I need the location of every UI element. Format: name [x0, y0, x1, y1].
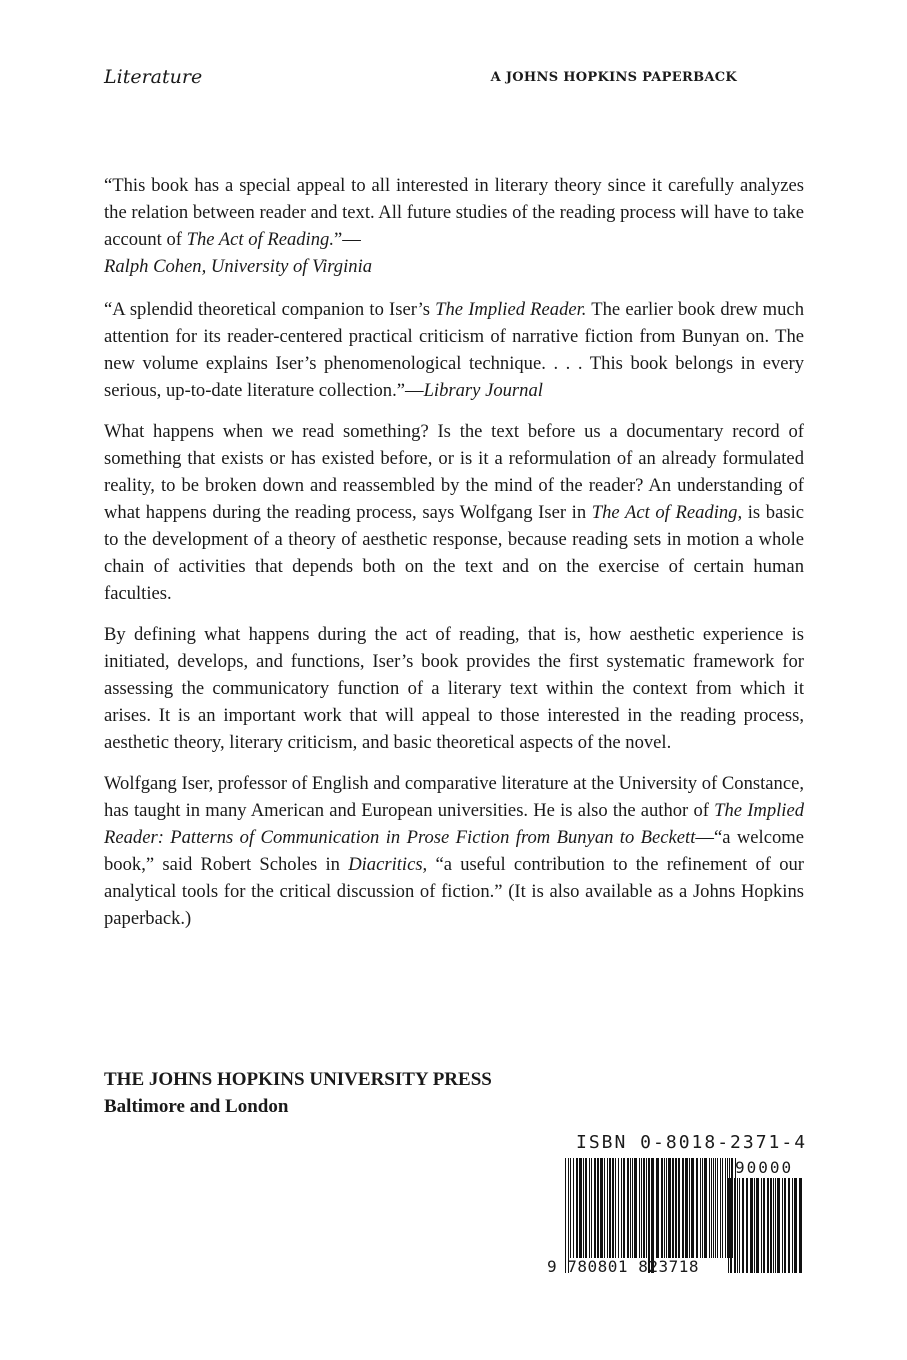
barcode-bar: [715, 1158, 716, 1258]
barcode-bar: [568, 1158, 569, 1273]
barcode-bar: [750, 1178, 753, 1273]
barcode-bar: [648, 1158, 650, 1273]
barcode-bar: [696, 1158, 698, 1258]
barcode-bar: [666, 1158, 667, 1258]
barcode-bar: [664, 1158, 665, 1258]
barcode-bar: [742, 1178, 744, 1273]
description-paragraph-2: By defining what happens during the act of reading, that is, how aesthetic experience is initiated, develops, and functions, Iser’s book provides the first systematic framework for assessing the communicatory function of a literary text within the context from which it arises. It is an important work that will appeal to those interested in the reading process, aesthetic theory, literary criticism, and basic theoretical aspects of the novel.: [104, 624, 804, 753]
barcode-bar: [646, 1158, 647, 1258]
barcode-bar: [720, 1158, 721, 1258]
barcode-bar: [651, 1158, 654, 1273]
barcode-bar: [770, 1178, 772, 1273]
barcode-bar: [668, 1158, 671, 1258]
barcode-bar: [656, 1158, 659, 1258]
addon-barcode-bars: [728, 1178, 804, 1273]
barcode-bar: [576, 1158, 578, 1258]
barcode-bar: [675, 1158, 677, 1258]
barcode-bar: [661, 1158, 663, 1258]
review-quote-2: “A splendid theoretical companion to Iser’s The Implied Reader. The earlier book drew much attention for its reader-centered practical criticism of narrative fiction from Bunyan on. The new volume explains Iser’s phenomenological technique. . . . This book belongs in every serious, up-to-date literature collection.”—Library Journal: [104, 299, 804, 401]
barcode-bar: [685, 1158, 688, 1258]
barcode-bar: [709, 1158, 710, 1258]
barcode-bar: [702, 1158, 703, 1258]
book-title: The Implied Reader: Patterns of Communication in Prose Fiction from Bunyan to Beckett: [104, 800, 804, 848]
barcode-bar: [565, 1158, 566, 1273]
barcode-bar: [604, 1158, 605, 1258]
publisher-name: THE JOHNS HOPKINS UNIVERSITY PRESS: [104, 1069, 492, 1090]
book-title: The Implied Reader.: [435, 299, 587, 320]
barcode-bar: [609, 1158, 611, 1258]
barcode-bar: [627, 1158, 629, 1258]
isbn-number: ISBN 0-8018-2371-4: [576, 1132, 808, 1153]
barcode-bar: [792, 1178, 793, 1273]
barcode-bar: [784, 1178, 786, 1273]
barcode-bar: [607, 1158, 608, 1258]
barcode-bar: [579, 1158, 582, 1258]
barcode-bar: [737, 1178, 738, 1273]
barcode-bar: [773, 1178, 774, 1273]
barcode-bar: [754, 1178, 755, 1273]
barcode-bar: [573, 1158, 574, 1258]
barcode-bar: [704, 1158, 707, 1258]
series-label: A JOHNS HOPKINS PAPERBACK: [490, 70, 737, 85]
barcode-bar: [746, 1178, 748, 1273]
barcode-bar: [689, 1158, 690, 1258]
barcode-bar: [591, 1158, 592, 1258]
journal-title: Diacritics,: [348, 854, 428, 875]
barcode-bar: [739, 1178, 740, 1273]
barcode-bar: [672, 1158, 674, 1258]
barcode-bar: [623, 1158, 625, 1258]
publisher-block: [104, 1066, 492, 1120]
barcode-bar: [767, 1178, 769, 1273]
book-title: The Act of Reading,: [591, 502, 743, 523]
barcode-bar: [570, 1158, 571, 1258]
ean-barcode-bars: [565, 1158, 737, 1273]
barcode-bar: [612, 1158, 614, 1258]
barcode-bar: [691, 1158, 694, 1258]
barcode-bar: [634, 1158, 637, 1258]
quote-attribution: Ralph Cohen, University of Virginia: [104, 256, 373, 277]
barcode-bar: [782, 1178, 783, 1273]
addon-digits: 90000: [735, 1158, 794, 1177]
barcode-bar: [730, 1178, 732, 1273]
barcode-bar: [632, 1158, 633, 1258]
barcode-bar: [643, 1158, 645, 1258]
category-label: Literature: [104, 66, 203, 88]
barcode-bar: [583, 1158, 584, 1258]
quote-attribution: Library Journal: [423, 380, 543, 401]
barcode-bar: [728, 1178, 729, 1273]
barcode-bar: [630, 1158, 631, 1258]
barcode-bar: [788, 1178, 790, 1273]
barcode-bar: [713, 1158, 714, 1258]
barcode-bar: [775, 1178, 776, 1273]
description-paragraph-1: What happens when we read something? Is the text before us a documentary record of something that exists or has existed before, or is it a reformulation of an already formulated reality, to be broken down and reassembled by the mind of the reader? An understanding of what happens during the reading process, says Wolfgang Iser in The Act of Reading, is basic to the development of a theory of aesthetic response, because reading sets in motion a whole chain of activities that depends both on the text and on the exercise of certain human faculties.: [104, 421, 804, 604]
publisher-location: Baltimore and London: [104, 1096, 289, 1117]
barcode-bar: [618, 1158, 619, 1258]
barcode-bar: [722, 1158, 723, 1258]
barcode-bar: [717, 1158, 718, 1258]
barcode: [545, 1158, 810, 1293]
barcode-bar: [763, 1178, 765, 1273]
barcode-bar: [589, 1158, 590, 1258]
barcode-bar: [734, 1178, 735, 1273]
barcode-bar: [725, 1158, 726, 1258]
barcode-bar: [711, 1158, 712, 1258]
barcode-bar: [682, 1158, 684, 1258]
barcode-bar: [621, 1158, 622, 1258]
blurb-text: [104, 172, 804, 946]
barcode-bar: [585, 1158, 587, 1258]
barcode-bar: [756, 1178, 759, 1273]
barcode-bar: [615, 1158, 616, 1258]
book-title: The Act of Reading.: [186, 229, 334, 250]
barcode-bar: [597, 1158, 599, 1258]
barcode-bar: [777, 1178, 780, 1273]
barcode-bar: [761, 1178, 762, 1273]
author-bio-paragraph: Wolfgang Iser, professor of English and comparative literature at the University of Constance, has taught in many American and European universities. He is also the author of The Implied Reader: Patterns of Communication in Prose Fiction from Bunyan to Beckett—“a welcome book,” said Robert Scholes in Diacritics, “a useful contribution to the refinement of our analytical tools for the critical discussion of fiction.” (It is also available as a Johns Hopkins paperback.): [104, 773, 804, 929]
barcode-bar: [594, 1158, 596, 1258]
barcode-bar: [600, 1158, 603, 1258]
barcode-bar: [678, 1158, 680, 1258]
barcode-bar: [700, 1158, 701, 1258]
barcode-bar: [639, 1158, 640, 1258]
ean-digits: 9 780801 823718: [547, 1257, 699, 1276]
barcode-bar: [799, 1178, 802, 1273]
review-quote-1: “This book has a special appeal to all interested in literary theory since it carefully analyzes the relation between reader and text. All future studies of the reading process will have to take account of The Act of Reading.”— Ralph Cohen, University of Virginia: [104, 175, 804, 277]
barcode-bar: [641, 1158, 642, 1258]
barcode-bar: [794, 1178, 797, 1273]
